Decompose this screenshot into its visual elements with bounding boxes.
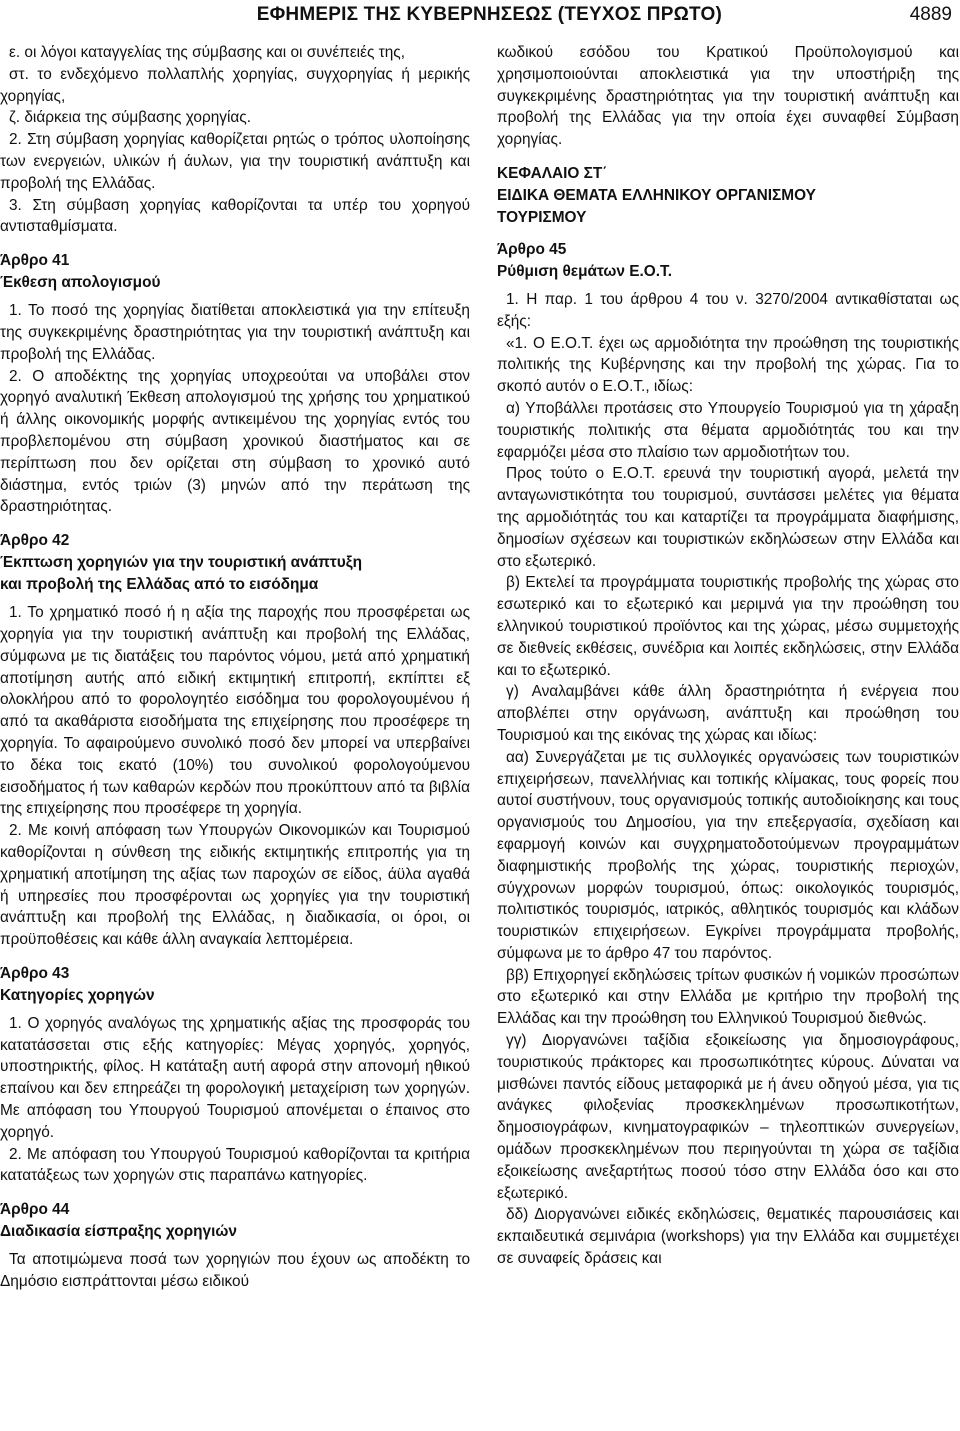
paragraph: 1. Ο χορηγός αναλόγως της χρηματικής αξίας της προσφοράς του κατατάσσεται στις εξής κατηγορίες: Μέγας χορηγός, χορηγός, υποστηρικτής, φίλος. Η κατάταξη αυτή αφορά στην απονομή ηθικού επαίνου και δεν επηρεάζει τη φορολογική μεταχείριση των χορηγών. Με απόφαση του Υπουργού Τουρισμού απονέμεται ο έπαινος στο χορηγό. bbox=[0, 1014, 470, 1141]
left-column bbox=[0, 42, 470, 1293]
page-header bbox=[0, 4, 960, 30]
paragraph: 1. Η παρ. 1 του άρθρου 4 του ν. 3270/2004 αντικαθίσταται ως εξής: bbox=[497, 290, 959, 330]
paragraph: Προς τούτο ο Ε.Ο.Τ. ερευνά την τουριστική αγορά, μελετά την ανταγωνιστικότητα του τουρισμού, συντάσσει μελέτες για θέματα της αρμοδιότητάς του και καταρτίζει τα προγράμματα διαφήμισης, δημοσίων σχέσεων και τουριστικών εκδηλώσεων στην Ελλάδα και στο εξωτερικό. bbox=[497, 465, 959, 570]
paragraph: α) Υποβάλλει προτάσεις στο Υπουργείο Τουρισμού για τη χάραξη τουριστικής πολιτικής στα θέματα αρμοδιότητάς του και την εφαρμόζει μέσα στο πλαίσιο των αρμοδιοτήτων του. bbox=[497, 399, 959, 461]
paragraph: ε. οι λόγοι καταγγελίας της σύμβασης και οι συνέπειές της, bbox=[9, 44, 405, 61]
article-title: Ρύθμιση θεμάτων Ε.Ο.Τ. bbox=[497, 262, 672, 280]
paragraph: κωδικού εσόδου του Κρατικού Προϋπολογισμού και χρησιμοποιούνται αποκλειστικά για την υποστήριξη της συγκεκριμένης δραστηριότητας για την τουριστική ανάπτυξη και προβολή της Ελλάδας για την οποία έχει συναφθεί Σύμβαση χορηγίας. bbox=[497, 44, 959, 149]
paragraph: γγ) Διοργανώνει ταξίδια εξοικείωσης για δημοσιογράφους, τουριστικούς πράκτορες και προσωπικότητες κύρους. Δύναται να μισθώνει παντός είδους μεταφορικά με ή άνευ οδηγού μέσα, για τις ανάγκες φιλοξενίας προσκεκλημένων προσωπικοτήτων, δημοσιογράφων, κινηματογραφικών – τηλεοπτικών συνεργείων, ομάδων προσκεκλημένων που περιηγούνται τη χώρα σε ταξίδια εξοικείωσης ανεξαρτήτως ποσού τόσο στην Ελλάδα όσο και στο εξωτερικό. bbox=[497, 1032, 959, 1202]
article-title: Έκθεση απολογισμού bbox=[0, 274, 161, 292]
right-column bbox=[497, 42, 959, 1270]
article-title: Κατηγορίες χορηγών bbox=[0, 986, 155, 1004]
paragraph: Τα αποτιμώμενα ποσά των χορηγιών που έχουν ως αποδέκτη το Δημόσιο εισπράττονται μέσω ειδικού bbox=[0, 1251, 470, 1291]
paragraph: ββ) Επιχορηγεί εκδηλώσεις τρίτων φυσικών ή νομικών προσώπων στο εξωτερικό και στην Ελλάδα με κριτήριο την προβολή της Ελλάδας και την προώθηση του Ελληνικού Τουρισμού διεθνώς. bbox=[497, 966, 959, 1028]
paragraph: αα) Συνεργάζεται με τις συλλογικές οργανώσεις των τουριστικών επιχειρήσεων, πανελλήνιας και τοπικής κλίμακας, τους φορείς που αυτοί συστήνουν, τους οργανισμούς τοπικής αυτοδιοίκησης και τους οργανισμούς του Δημοσίου, για την επεξεργασία, σχεδίαση και εφαρμογή κοινών και συγχρηματοδοτούμενων προγραμμάτων διαφημιστικής προβολής της χώρας, τουριστικής περιοχών, σύγχρονων μορφών τουρισμού, όπως: οικολογικός τουρισμός, πολιτιστικός τουρισμός, ιατρικός, αθλητικός τουρισμός και κλάδων τουριστικών επιχειρήσεων. Εγκρίνει προγράμματα προβολής, σύμφωνα με το άρθρο 47 του παρόντος. bbox=[497, 748, 959, 962]
paragraph: «1. Ο Ε.Ο.Τ. έχει ως αρμοδιότητα την προώθηση της τουριστικής πολιτικής της Κυβέρνησης και την προβολή της χώρας. Για το σκοπό αυτόν ο Ε.Ο.Τ., ιδίως: bbox=[497, 334, 959, 396]
article-title: και προβολή της Ελλάδας από το εισόδημα bbox=[0, 576, 319, 594]
article-number: Άρθρο 43 bbox=[0, 964, 70, 982]
paragraph: 2. Στη σύμβαση χορηγίας καθορίζεται ρητώς ο τρόπος υλοποίησης των ενεργειών, υλικών ή άυλων, για την τουριστική ανάπτυξη και προβολή της Ελλάδας. bbox=[0, 131, 470, 192]
paragraph: 1. Το ποσό της χορηγίας διατίθεται αποκλειστικά για την επίτευξη της συγκεκριμένης δραστηριότητας για την τουριστική ανάπτυξη και προβολή της Ελλάδας. bbox=[0, 302, 470, 363]
article-number: Άρθρο 44 bbox=[0, 1201, 70, 1219]
paragraph: στ. το ενδεχόμενο πολλαπλής χορηγίας, συγχορηγίας ή μερικής χορηγίας, bbox=[0, 65, 470, 105]
paragraph: γ) Αναλαμβάνει κάθε άλλη δραστηριότητα ή ενέργεια που αποβλέπει στην οργάνωση, ανάπτυξη και προώθηση του Τουρισμού και της εικόνας της χώρας και ιδίως: bbox=[497, 683, 959, 744]
paragraph: 1. Το χρηματικό ποσό ή η αξία της παροχής που προσφέρεται ως χορηγία για την τουριστική ανάπτυξη και προβολή της Ελλάδας, σύμφωνα με τις διατάξεις του παρόντος νόμου, μετά από χρηματική αποτίμηση αυτής από ειδική εκτιμητική επιτροπή, εκπίπτει εξ ολοκλήρου από το φορολογητέο εισόδημα του φορολογουμένου ή από τα ακαθάριστα εισοδήματα της επιχείρησης που προσέφερε τη χορηγία. Το αφαιρούμενο συνολικό ποσό δεν μπορεί να υπερβαίνει το δέκα τοις εκατό (10%) του συνολικού φορολογούμενου εισοδήματος ή των καθαρών κερδών που προκύπτουν από τα βιβλία της επιχείρησης που προσέφερε τη χορηγία. bbox=[0, 604, 470, 818]
paragraph: β) Εκτελεί τα προγράμματα τουριστικής προβολής της χώρας στο εσωτερικό και το εξωτερικό και μεριμνά για την προώθηση του ελληνικού τουριστικού προϊόντος και της χώρας, μέσω συμμετοχής σε διεθνείς εκθέσεις, συνέδρια και λοιπές εκδηλώσεις, στην Ελλάδα και το εξωτερικό. bbox=[497, 574, 959, 679]
paragraph: 2. Ο αποδέκτης της χορηγίας υποχρεούται να υποβάλει στον χορηγό αναλυτική Έκθεση απολογισμού της χρήσης του χρηματικού ή άλλης οικονομικής μορφής αντικειμένου της χορηγίας εντός του προβλεπομένου στη σύμβαση χρονικού διαστήματος και σε περίπτωση που δεν ορίζεται στη σύμβαση το χρονικό αυτό διάστημα, εντός τριών (3) μηνών από την περάτωση της δραστηριότητας. bbox=[0, 367, 470, 516]
chapter-title: ΕΙΔΙΚΑ ΘΕΜΑΤΑ ΕΛΛΗΝΙΚΟΥ ΟΡΓΑΝΙΣΜΟΥ bbox=[497, 186, 816, 204]
gazette-title: ΕΦΗΜΕΡΙΣ ΤΗΣ ΚΥΒΕΡΝΗΣΕΩΣ (ΤΕΥΧΟΣ ΠΡΩΤΟ) bbox=[256, 4, 722, 25]
paragraph: δδ) Διοργανώνει ειδικές εκδηλώσεις, θεματικές παρουσιάσεις και εκπαιδευτικά σεμινάρια (workshops) για την Ελλάδα και συμμετέχει σε συναφείς δράσεις και bbox=[497, 1206, 959, 1268]
paragraph: 2. Με απόφαση του Υπουργού Τουρισμού καθορίζονται τα κριτήρια κατατάξεως των χορηγών στις παραπάνω κατηγορίες. bbox=[0, 1145, 470, 1185]
article-title: Διαδικασία είσπραξης χορηγιών bbox=[0, 1223, 237, 1241]
chapter-number: ΚΕΦΑΛΑΙΟ ΣΤ΄ bbox=[497, 164, 608, 182]
paragraph: 3. Στη σύμβαση χορηγίας καθορίζονται τα υπέρ του χορηγού αντισταθμίσματα. bbox=[0, 196, 470, 236]
article-number: Άρθρο 41 bbox=[0, 252, 70, 270]
article-title: Έκπτωση χορηγιών για την τουριστική ανάπτυξη bbox=[0, 554, 362, 572]
paragraph: ζ. διάρκεια της σύμβασης χορηγίας. bbox=[9, 109, 251, 127]
article-number: Άρθρο 45 bbox=[497, 240, 567, 258]
article-number: Άρθρο 42 bbox=[0, 532, 70, 550]
paragraph: 2. Με κοινή απόφαση των Υπουργών Οικονομικών και Τουρισμού καθορίζονται η σύνθεση της ειδικής εκτιμητικής επιτροπής για τη χρηματική αποτίμηση της αξίας των παροχών σε είδος, άϋλα αγαθά ή υπηρεσίες που προσφέρονται ως χορηγίες για την τουριστική ανάπτυξη και προβολή της Ελλάδας, η διαδικασία, οι όροι, οι προϋποθέσεις και κάθε άλλη αναγκαία λεπτομέρεια. bbox=[0, 822, 470, 949]
page-number: 4889 bbox=[909, 4, 952, 25]
chapter-title: ΤΟΥΡΙΣΜΟΥ bbox=[497, 208, 587, 226]
